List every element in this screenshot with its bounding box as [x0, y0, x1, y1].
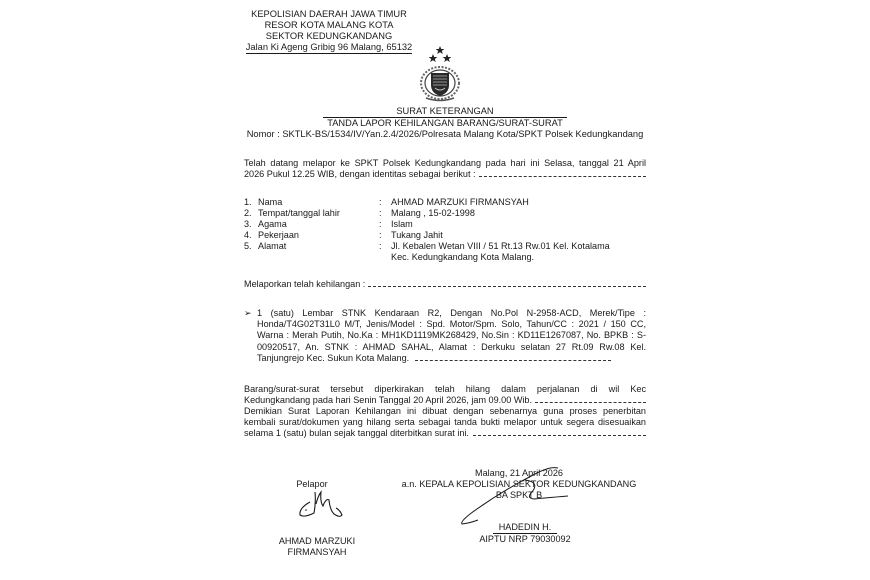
identity-row-birth: 2. Tempat/tanggal lahir : Malang , 15-02-1998 [244, 208, 661, 219]
police-emblem-icon [412, 46, 468, 106]
lost-item-entry [244, 308, 646, 364]
identity-label: Nama [258, 197, 283, 207]
dashed-filler [473, 429, 646, 436]
reporter-name: AHMAD MARZUKI FIRMANSYAH [278, 536, 356, 557]
intro-line-1: Telah datang melapor ke SPKT Polsek Kedungkandang pada hari ini Selasa, tanggal 21 April [244, 158, 646, 168]
report-heading-row [244, 279, 646, 290]
intro-paragraph [244, 158, 646, 180]
closing-line-3: selama 1 (satu) bulan sejak tanggal diterbitkan surat ini. [244, 428, 469, 438]
officer-name: HADEDIN H. [493, 522, 558, 534]
report-heading: Melaporkan telah kehilangan : [244, 279, 366, 289]
intro-line-2: 2026 Pukul 12.25 WIB, dengan identitas sebagai berikut : [244, 169, 476, 179]
officer-unit: BA SPKT B [495, 490, 543, 500]
officer-rank-nrp: AIPTU NRP 79030092 [479, 534, 571, 544]
letterhead-line-2: RESOR KOTA MALANG KOTA [264, 20, 394, 30]
identity-row-occupation: 4. Pekerjaan : Tukang Jahit [244, 230, 661, 241]
arrow-bullet-icon: ➢ [244, 308, 252, 318]
identity-value: Jl. Kebalen Wetan VIII / 51 Rt.13 Rw.01 Kel. Kotalama [391, 241, 610, 251]
reporter-signature-icon [296, 488, 356, 522]
identity-label: Pekerjaan [258, 230, 299, 240]
identity-value: AHMAD MARZUKI FIRMANSYAH [391, 197, 529, 207]
dashed-filler [368, 280, 646, 287]
document-title-block [230, 106, 660, 140]
identity-list [244, 197, 661, 263]
identity-value: Tukang Jahit [391, 230, 443, 240]
document-title: SURAT KETERANGAN [396, 106, 494, 116]
identity-value: Malang , 15-02-1998 [391, 208, 475, 218]
dashed-filler [415, 354, 611, 361]
closing-line-1: Demikian Surat Laporan Kehilangan ini dibuat dengan sebenarnya guna proses penerbitan [244, 406, 646, 416]
dashed-filler [535, 396, 646, 403]
letterhead [244, 9, 414, 54]
identity-label: Tempat/tanggal lahir [258, 208, 340, 218]
identity-row-name: 1. Nama : AHMAD MARZUKI FIRMANSYAH [244, 197, 661, 208]
reporter-label: Pelapor [296, 479, 328, 489]
loss-statement-line-2: Kedungkandang pada hari Senin Tanggal 20 April 2026, jam 09.00 Wib. [244, 395, 533, 405]
letterhead-line-3: SEKTOR KEDUNGKANDANG [265, 31, 393, 41]
place-date: Malang, 21 April 2026 [475, 468, 563, 478]
loss-statement [244, 384, 646, 439]
identity-label: Agama [258, 219, 287, 229]
document-number: Nomor : SKTLK-BS/1534/IV/Yan.2.4/2026/Polresata Malang Kota/SPKT Polsek Kedungkandang [246, 129, 644, 139]
identity-row-address-cont [244, 252, 661, 263]
identity-row-religion: 3. Agama : Islam [244, 219, 661, 230]
dashed-filler [479, 170, 646, 177]
identity-label: Alamat [258, 241, 287, 251]
closing-line-2: kembali surat/dokumen yang hilang serta sebagai tanda bukti melapor untuk segera disesuaikan [244, 417, 646, 427]
identity-value: Islam [391, 219, 413, 229]
identity-row-address: 5. Alamat : Jl. Kebalen Wetan VIII / 51 Rt.13 Rw.01 Kel. Kotalama [244, 241, 661, 252]
document-subtitle: TANDA LAPOR KEHILANGAN BARANG/SURAT-SURAT [323, 117, 567, 129]
letterhead-line-1: KEPOLISIAN DAERAH JAWA TIMUR [251, 9, 407, 19]
letterhead-address: Jalan Ki Ageng Gribig 96 Malang, 65132 [245, 42, 413, 52]
on-behalf-line: a.n. KEPALA KEPOLISIAN SEKTOR KEDUNGKANDANG [401, 479, 637, 489]
loss-statement-line-1: Barang/surat-surat tersebut diperkirakan telah hilang dalam perjalanan di wil Kec [244, 384, 646, 394]
officer-name-block [470, 522, 580, 545]
identity-value: Kec. Kedungkandang Kota Malang. [391, 252, 535, 262]
lost-item-description: 1 (satu) Lembar STNK Kendaraan R2, Dengan No.Pol N-2958-ACD, Merek/Tipe : Honda/T4G02T31L0 M/T, Jenis/Model : Spd. Motor/Spm. Solo, Tahun/CC : 2021 / 150 CC, Warna : Merah Putih, No.Ka : MH1KD1119MK268429, No.Sin : KD11E1267087, No. BPKB : S-00920517, An. STNK : AHMAD SAHAL, Alamat : Derkuku selatan 27 Rt.09 Rw.08 Kel. Tanjungrejo Kec. Sukun Kota Malang. [257, 308, 646, 363]
